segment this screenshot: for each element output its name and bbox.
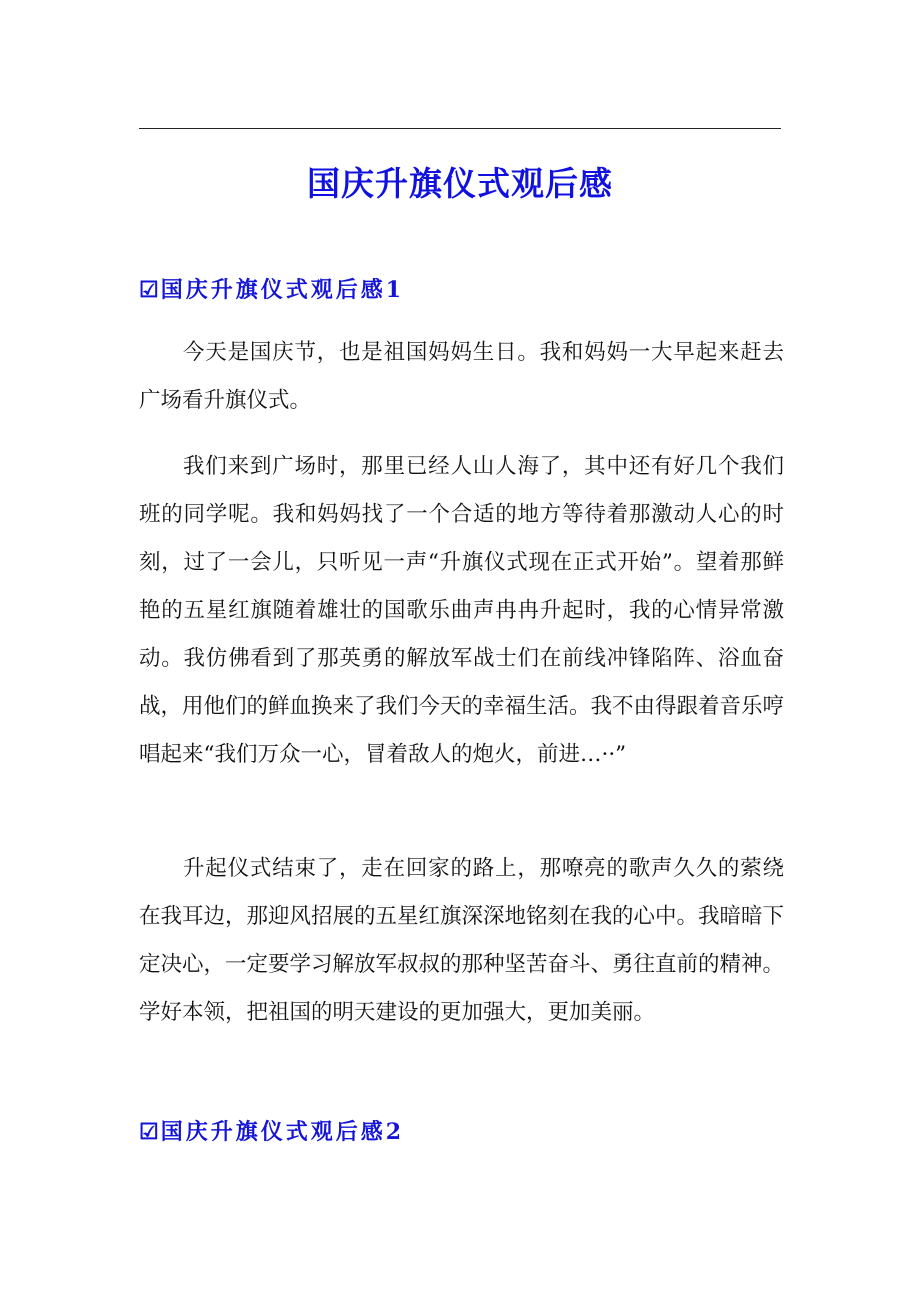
paragraph-3: 升起仪式结束了，走在回家的路上，那嘹亮的歌声久久的萦绕在我耳边，那迎风招展的五星红旗深深地铭刻在我的心中。我暗暗下定决心，一定要学习解放军叔叔的那种坚苦奋斗、勇往直前的精神。学好本领，把祖国的明天建设的更加强大，更加美丽。 [139,856,785,1025]
checkbox-icon: ☑ [139,277,159,303]
paragraph-1: 今天是国庆节，也是祖国妈妈生日。我和妈妈一大早起来赶去广场看升旗仪式。 [139,340,784,413]
document-title: 国庆升旗仪式观后感 [307,164,613,203]
section-heading-text: 国庆升旗仪式观后感2 [160,1119,405,1145]
section-heading-1 [139,273,404,307]
checkbox-icon: ☑ [139,1119,159,1145]
paragraph-2: 我们来到广场时，那里已经人山人海了，其中还有好几个我们班的同学呢。我和妈妈找了一个合适的地方等待着那激动人心的时刻，过了一会儿，只听见一声“升旗仪式现在正式开始”。望着那鲜艳的五星红旗随着雄壮的国歌乐曲声冉冉升起时，我的心情异常激动。我仿佛看到了那英勇的解放军战士们在前线冲锋陷阵、浴血奋战，用他们的鲜血换来了我们今天的幸福生活。我不由得跟着音乐哼唱起来“我们万众一心，冒着敌人的炮火，前进…··” [139,454,785,767]
section-heading-text: 国庆升旗仪式观后感1 [160,277,405,303]
section-heading-2 [139,1115,404,1149]
header-rule [139,128,781,129]
